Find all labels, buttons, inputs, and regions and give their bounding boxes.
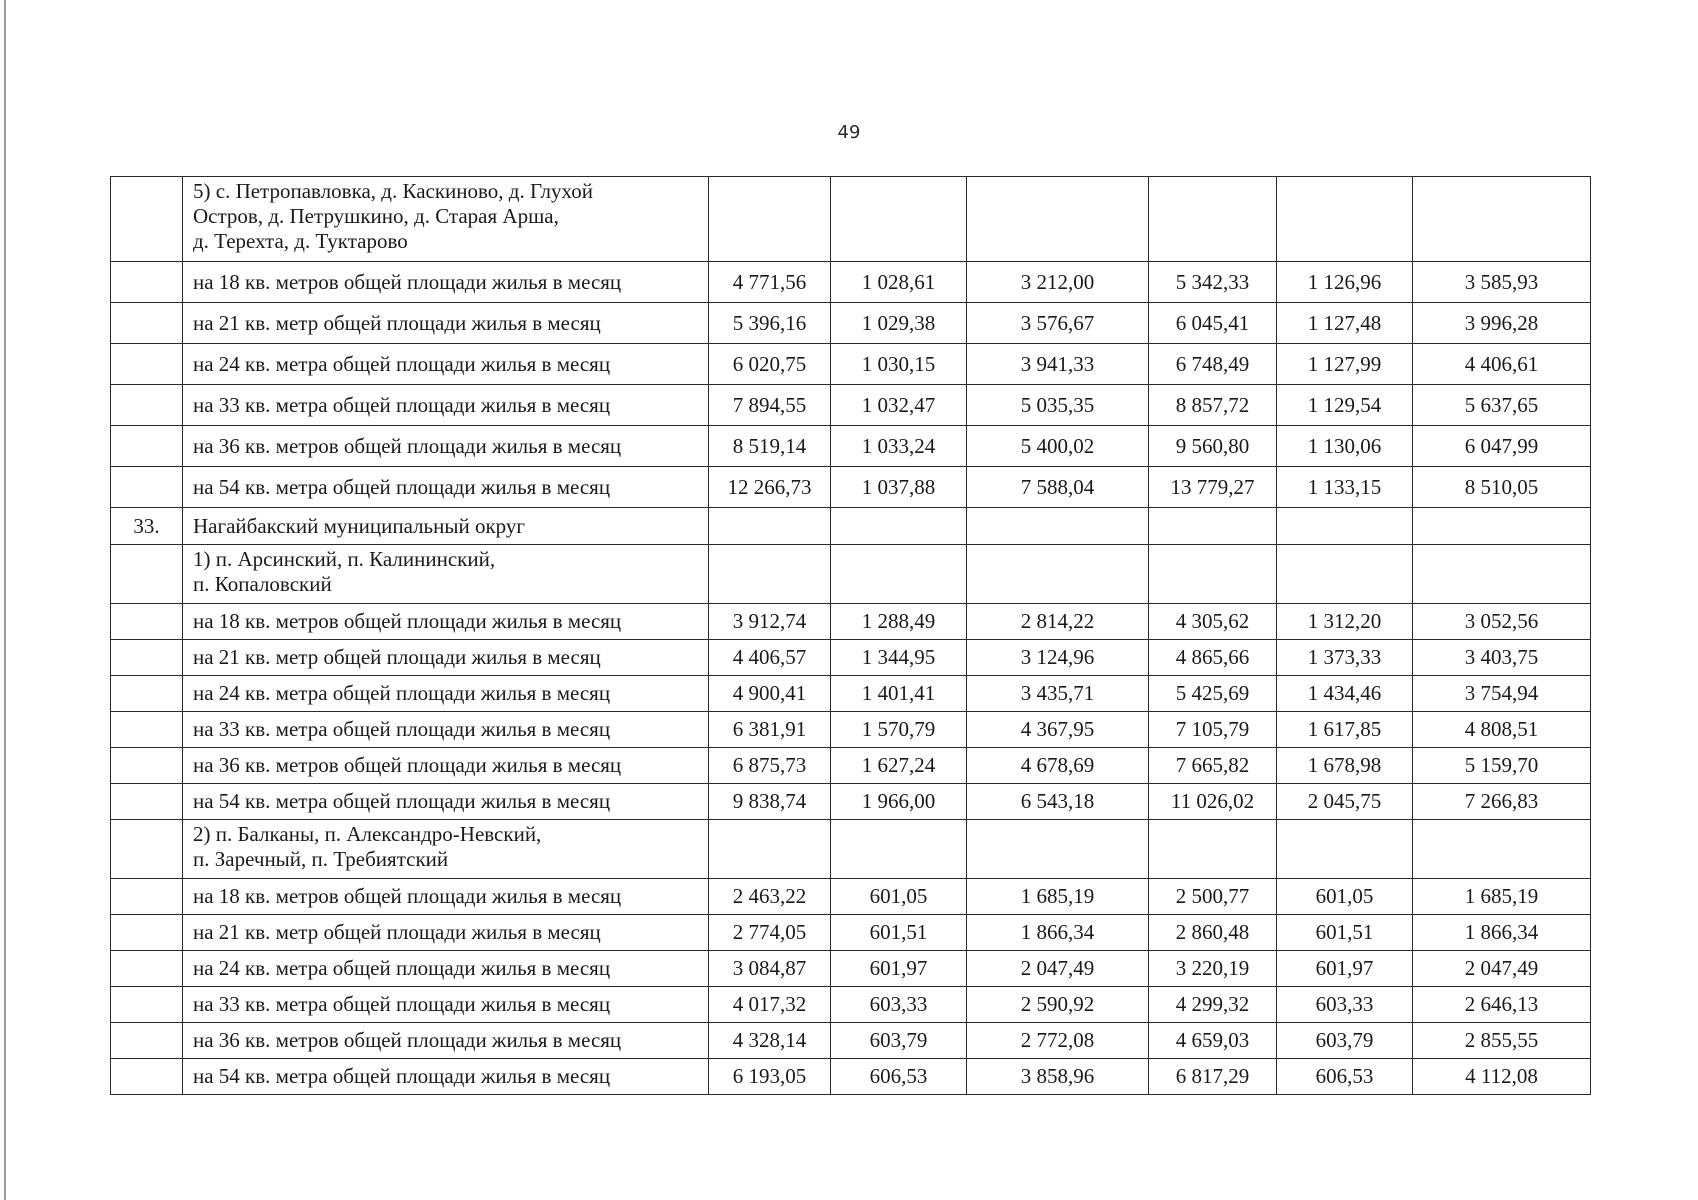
row-label: на 21 кв. метр общей площади жилья в месяц [183,915,709,951]
value-cell: 6 381,91 [709,712,831,748]
empty-cell [111,784,183,820]
value-cell: 1 133,15 [1277,467,1413,508]
value-cell: 8 510,05 [1413,467,1591,508]
empty-cell [967,508,1149,545]
row-label: на 18 кв. метров общей площади жилья в месяц [183,262,709,303]
subsection-heading-row [111,177,1591,262]
value-cell: 6 193,05 [709,1059,831,1095]
empty-cell [111,748,183,784]
value-cell: 2 646,13 [1413,987,1591,1023]
value-cell: 601,97 [1277,951,1413,987]
table-row [111,879,1591,915]
tariff-table-body [111,177,1591,1095]
section-heading-row [111,508,1591,545]
value-cell: 5 425,69 [1149,676,1277,712]
value-cell: 6 748,49 [1149,344,1277,385]
value-cell: 5 637,65 [1413,385,1591,426]
empty-cell [967,177,1149,262]
table-row [111,344,1591,385]
empty-cell [111,915,183,951]
empty-cell [831,545,967,604]
value-cell: 3 435,71 [967,676,1149,712]
value-cell: 6 047,99 [1413,426,1591,467]
empty-cell [1277,545,1413,604]
value-cell: 2 047,49 [967,951,1149,987]
value-cell: 603,33 [1277,987,1413,1023]
value-cell: 1 129,54 [1277,385,1413,426]
value-cell: 3 585,93 [1413,262,1591,303]
table-row [111,467,1591,508]
empty-cell [831,177,967,262]
value-cell: 7 105,79 [1149,712,1277,748]
empty-cell [709,545,831,604]
empty-cell [1149,820,1277,879]
row-label: на 54 кв. метра общей площади жилья в месяц [183,784,709,820]
subsection-title-line: д. Терехта, д. Туктарово [193,229,408,253]
value-cell: 4 900,41 [709,676,831,712]
value-cell: 12 266,73 [709,467,831,508]
value-cell: 603,33 [831,987,967,1023]
subsection-heading-row [111,820,1591,879]
empty-cell [1413,508,1591,545]
value-cell: 2 855,55 [1413,1023,1591,1059]
table-row [111,915,1591,951]
value-cell: 2 860,48 [1149,915,1277,951]
empty-cell [111,640,183,676]
value-cell: 1 685,19 [967,879,1149,915]
value-cell: 4 808,51 [1413,712,1591,748]
subsection-heading-row [111,545,1591,604]
empty-cell [1277,820,1413,879]
value-cell: 4 771,56 [709,262,831,303]
empty-cell [111,951,183,987]
value-cell: 603,79 [831,1023,967,1059]
row-label: на 36 кв. метров общей площади жилья в месяц [183,1023,709,1059]
value-cell: 1 344,95 [831,640,967,676]
value-cell: 1 627,24 [831,748,967,784]
subsection-title [183,545,709,604]
value-cell: 8 857,72 [1149,385,1277,426]
empty-cell [111,676,183,712]
value-cell: 13 779,27 [1149,467,1277,508]
table-row [111,426,1591,467]
value-cell: 6 543,18 [967,784,1149,820]
table-row [111,712,1591,748]
value-cell: 1 866,34 [967,915,1149,951]
value-cell: 1 966,00 [831,784,967,820]
table-row [111,676,1591,712]
subsection-title [183,177,709,262]
value-cell: 7 894,55 [709,385,831,426]
row-label: на 33 кв. метра общей площади жилья в месяц [183,385,709,426]
empty-cell [1277,508,1413,545]
value-cell: 4 406,57 [709,640,831,676]
value-cell: 1 030,15 [831,344,967,385]
table-row [111,385,1591,426]
empty-cell [111,426,183,467]
row-label: на 33 кв. метра общей площади жилья в месяц [183,712,709,748]
table-row [111,784,1591,820]
value-cell: 3 858,96 [967,1059,1149,1095]
empty-cell [1149,508,1277,545]
empty-cell [709,508,831,545]
row-label: на 54 кв. метра общей площади жилья в месяц [183,467,709,508]
value-cell: 5 400,02 [967,426,1149,467]
empty-cell [831,820,967,879]
empty-cell [1149,545,1277,604]
empty-cell [111,303,183,344]
value-cell: 4 299,32 [1149,987,1277,1023]
value-cell: 2 772,08 [967,1023,1149,1059]
table-row [111,1059,1591,1095]
row-label: на 21 кв. метр общей площади жилья в месяц [183,640,709,676]
table-row [111,987,1591,1023]
table-row [111,1023,1591,1059]
value-cell: 3 941,33 [967,344,1149,385]
value-cell: 7 266,83 [1413,784,1591,820]
table-row [111,604,1591,640]
value-cell: 6 875,73 [709,748,831,784]
value-cell: 601,97 [831,951,967,987]
value-cell: 5 035,35 [967,385,1149,426]
empty-cell [1413,177,1591,262]
value-cell: 1 866,34 [1413,915,1591,951]
value-cell: 3 052,56 [1413,604,1591,640]
value-cell: 1 288,49 [831,604,967,640]
value-cell: 2 500,77 [1149,879,1277,915]
empty-cell [111,177,183,262]
value-cell: 9 838,74 [709,784,831,820]
value-cell: 2 774,05 [709,915,831,951]
empty-cell [1413,820,1591,879]
value-cell: 1 617,85 [1277,712,1413,748]
value-cell: 2 045,75 [1277,784,1413,820]
value-cell: 4 865,66 [1149,640,1277,676]
value-cell: 2 814,22 [967,604,1149,640]
value-cell: 5 342,33 [1149,262,1277,303]
value-cell: 3 220,19 [1149,951,1277,987]
value-cell: 2 047,49 [1413,951,1591,987]
value-cell: 4 112,08 [1413,1059,1591,1095]
empty-cell [111,604,183,640]
empty-cell [709,820,831,879]
value-cell: 4 406,61 [1413,344,1591,385]
value-cell: 1 570,79 [831,712,967,748]
empty-cell [111,467,183,508]
row-label: на 36 кв. метров общей площади жилья в месяц [183,748,709,784]
value-cell: 3 754,94 [1413,676,1591,712]
value-cell: 1 312,20 [1277,604,1413,640]
subsection-title-line: 1) п. Арсинский, п. Калининский, [193,547,496,571]
value-cell: 1 028,61 [831,262,967,303]
empty-cell [111,262,183,303]
value-cell: 9 560,80 [1149,426,1277,467]
value-cell: 1 033,24 [831,426,967,467]
table-row [111,640,1591,676]
empty-cell [831,508,967,545]
value-cell: 4 659,03 [1149,1023,1277,1059]
value-cell: 1 678,98 [1277,748,1413,784]
value-cell: 606,53 [831,1059,967,1095]
subsection-title-line: п. Заречный, п. Требиятский [193,847,449,871]
table-row [111,262,1591,303]
value-cell: 4 367,95 [967,712,1149,748]
value-cell: 601,05 [831,879,967,915]
row-label: на 24 кв. метра общей площади жилья в месяц [183,676,709,712]
table-row [111,303,1591,344]
value-cell: 8 519,14 [709,426,831,467]
row-label: на 24 кв. метра общей площади жилья в месяц [183,344,709,385]
value-cell: 4 305,62 [1149,604,1277,640]
value-cell: 7 665,82 [1149,748,1277,784]
value-cell: 601,51 [1277,915,1413,951]
value-cell: 11 026,02 [1149,784,1277,820]
subsection-title-line: Остров, д. Петрушкино, д. Старая Арша, [193,204,559,228]
value-cell: 5 396,16 [709,303,831,344]
empty-cell [1277,177,1413,262]
value-cell: 3 084,87 [709,951,831,987]
subsection-title-line: 5) с. Петропавловка, д. Каскиново, д. Глухой [193,179,593,203]
empty-cell [111,820,183,879]
value-cell: 1 029,38 [831,303,967,344]
value-cell: 4 678,69 [967,748,1149,784]
empty-cell [111,879,183,915]
empty-cell [111,987,183,1023]
empty-cell [111,1059,183,1095]
value-cell: 1 127,99 [1277,344,1413,385]
empty-cell [111,712,183,748]
page-number: 49 [837,122,861,143]
value-cell: 6 817,29 [1149,1059,1277,1095]
value-cell: 1 685,19 [1413,879,1591,915]
section-title: Нагайбакский муниципальный округ [183,508,709,545]
tariff-table [110,176,1591,1095]
value-cell: 6 045,41 [1149,303,1277,344]
value-cell: 601,51 [831,915,967,951]
value-cell: 5 159,70 [1413,748,1591,784]
value-cell: 3 996,28 [1413,303,1591,344]
section-index: 33. [111,508,183,545]
value-cell: 1 434,46 [1277,676,1413,712]
value-cell: 4 017,32 [709,987,831,1023]
value-cell: 4 328,14 [709,1023,831,1059]
value-cell: 1 037,88 [831,467,967,508]
table-row [111,951,1591,987]
value-cell: 603,79 [1277,1023,1413,1059]
row-label: на 18 кв. метров общей площади жилья в месяц [183,604,709,640]
value-cell: 1 127,48 [1277,303,1413,344]
value-cell: 1 401,41 [831,676,967,712]
empty-cell [111,344,183,385]
value-cell: 2 463,22 [709,879,831,915]
value-cell: 3 912,74 [709,604,831,640]
value-cell: 1 032,47 [831,385,967,426]
value-cell: 6 020,75 [709,344,831,385]
value-cell: 606,53 [1277,1059,1413,1095]
empty-cell [111,545,183,604]
empty-cell [111,385,183,426]
value-cell: 7 588,04 [967,467,1149,508]
value-cell: 3 124,96 [967,640,1149,676]
empty-cell [967,545,1149,604]
subsection-title-line: 2) п. Балканы, п. Александро-Невский, [193,822,542,846]
empty-cell [1413,545,1591,604]
subsection-title [183,820,709,879]
scan-edge-line [4,0,6,1200]
value-cell: 1 130,06 [1277,426,1413,467]
row-label: на 36 кв. метров общей площади жилья в месяц [183,426,709,467]
value-cell: 3 403,75 [1413,640,1591,676]
row-label: на 24 кв. метра общей площади жилья в месяц [183,951,709,987]
empty-cell [967,820,1149,879]
empty-cell [1149,177,1277,262]
row-label: на 18 кв. метров общей площади жилья в месяц [183,879,709,915]
value-cell: 2 590,92 [967,987,1149,1023]
empty-cell [111,1023,183,1059]
value-cell: 3 212,00 [967,262,1149,303]
value-cell: 1 126,96 [1277,262,1413,303]
empty-cell [709,177,831,262]
subsection-title-line: п. Копаловский [193,572,332,596]
value-cell: 3 576,67 [967,303,1149,344]
row-label: на 54 кв. метра общей площади жилья в месяц [183,1059,709,1095]
table-row [111,748,1591,784]
value-cell: 601,05 [1277,879,1413,915]
row-label: на 33 кв. метра общей площади жилья в месяц [183,987,709,1023]
row-label: на 21 кв. метр общей площади жилья в месяц [183,303,709,344]
value-cell: 1 373,33 [1277,640,1413,676]
